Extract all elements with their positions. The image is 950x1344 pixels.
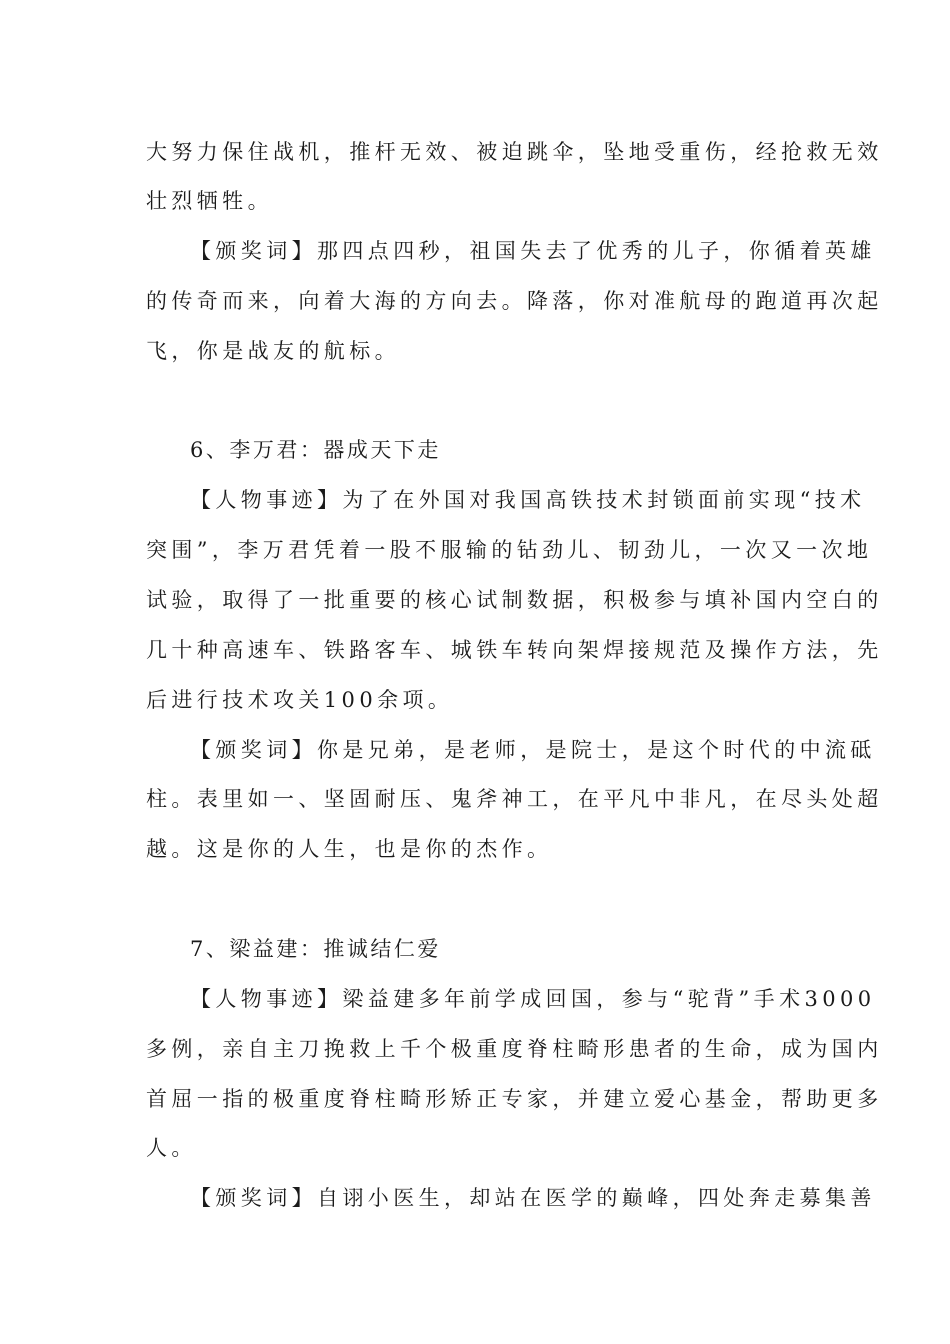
- paragraph-line: 的传奇而来，向着大海的方向去。降落，你对准航母的跑道再次起: [146, 289, 883, 313]
- deeds-line: 【人物事迹】梁益建多年前学成回国，参与“驼背”手术3000: [190, 987, 876, 1011]
- paragraph-line: 多例，亲自主刀挽救上千个极重度脊柱畸形患者的生命，成为国内: [146, 1037, 883, 1061]
- award-speech-line: 【颁奖词】自诩小医生，却站在医学的巅峰，四处奔走募集善: [190, 1186, 876, 1210]
- award-speech-line: 【颁奖词】那四点四秒，祖国失去了优秀的儿子，你循着英雄: [190, 239, 876, 263]
- deeds-line: 【人物事迹】为了在外国对我国高铁技术封锁面前实现“技术: [190, 488, 866, 512]
- paragraph-line: 首屈一指的极重度脊柱畸形矫正专家，并建立爱心基金，帮助更多: [146, 1087, 883, 1111]
- paragraph-line: 试验，取得了一批重要的核心试制数据，积极参与填补国内空白的: [146, 588, 883, 612]
- paragraph-line: 突围”，李万君凭着一股不服输的钻劲儿、韧劲儿，一次又一次地: [146, 538, 873, 562]
- paragraph-line: 人。: [146, 1136, 197, 1160]
- paragraph-line: 柱。表里如一、坚固耐压、鬼斧神工，在平凡中非凡，在尽头处超: [146, 787, 883, 811]
- paragraph-line: 几十种高速车、铁路客车、城铁车转向架焊接规范及操作方法，先: [146, 638, 883, 662]
- paragraph-line: 大努力保住战机，推杆无效、被迫跳伞，坠地受重伤，经抢救无效: [146, 140, 883, 164]
- paragraph-line: 壮烈牺牲。: [146, 189, 273, 213]
- section-heading-7: 7、梁益建：推诚结仁爱: [190, 937, 441, 961]
- paragraph-line: 飞，你是战友的航标。: [146, 339, 400, 363]
- award-speech-line: 【颁奖词】你是兄弟，是老师，是院士，是这个时代的中流砥: [190, 738, 876, 762]
- paragraph-line: 后进行技术攻关100余项。: [146, 688, 454, 712]
- section-heading-6: 6、李万君：器成天下走: [190, 438, 441, 462]
- paragraph-line: 越。这是你的人生，也是你的杰作。: [146, 837, 553, 861]
